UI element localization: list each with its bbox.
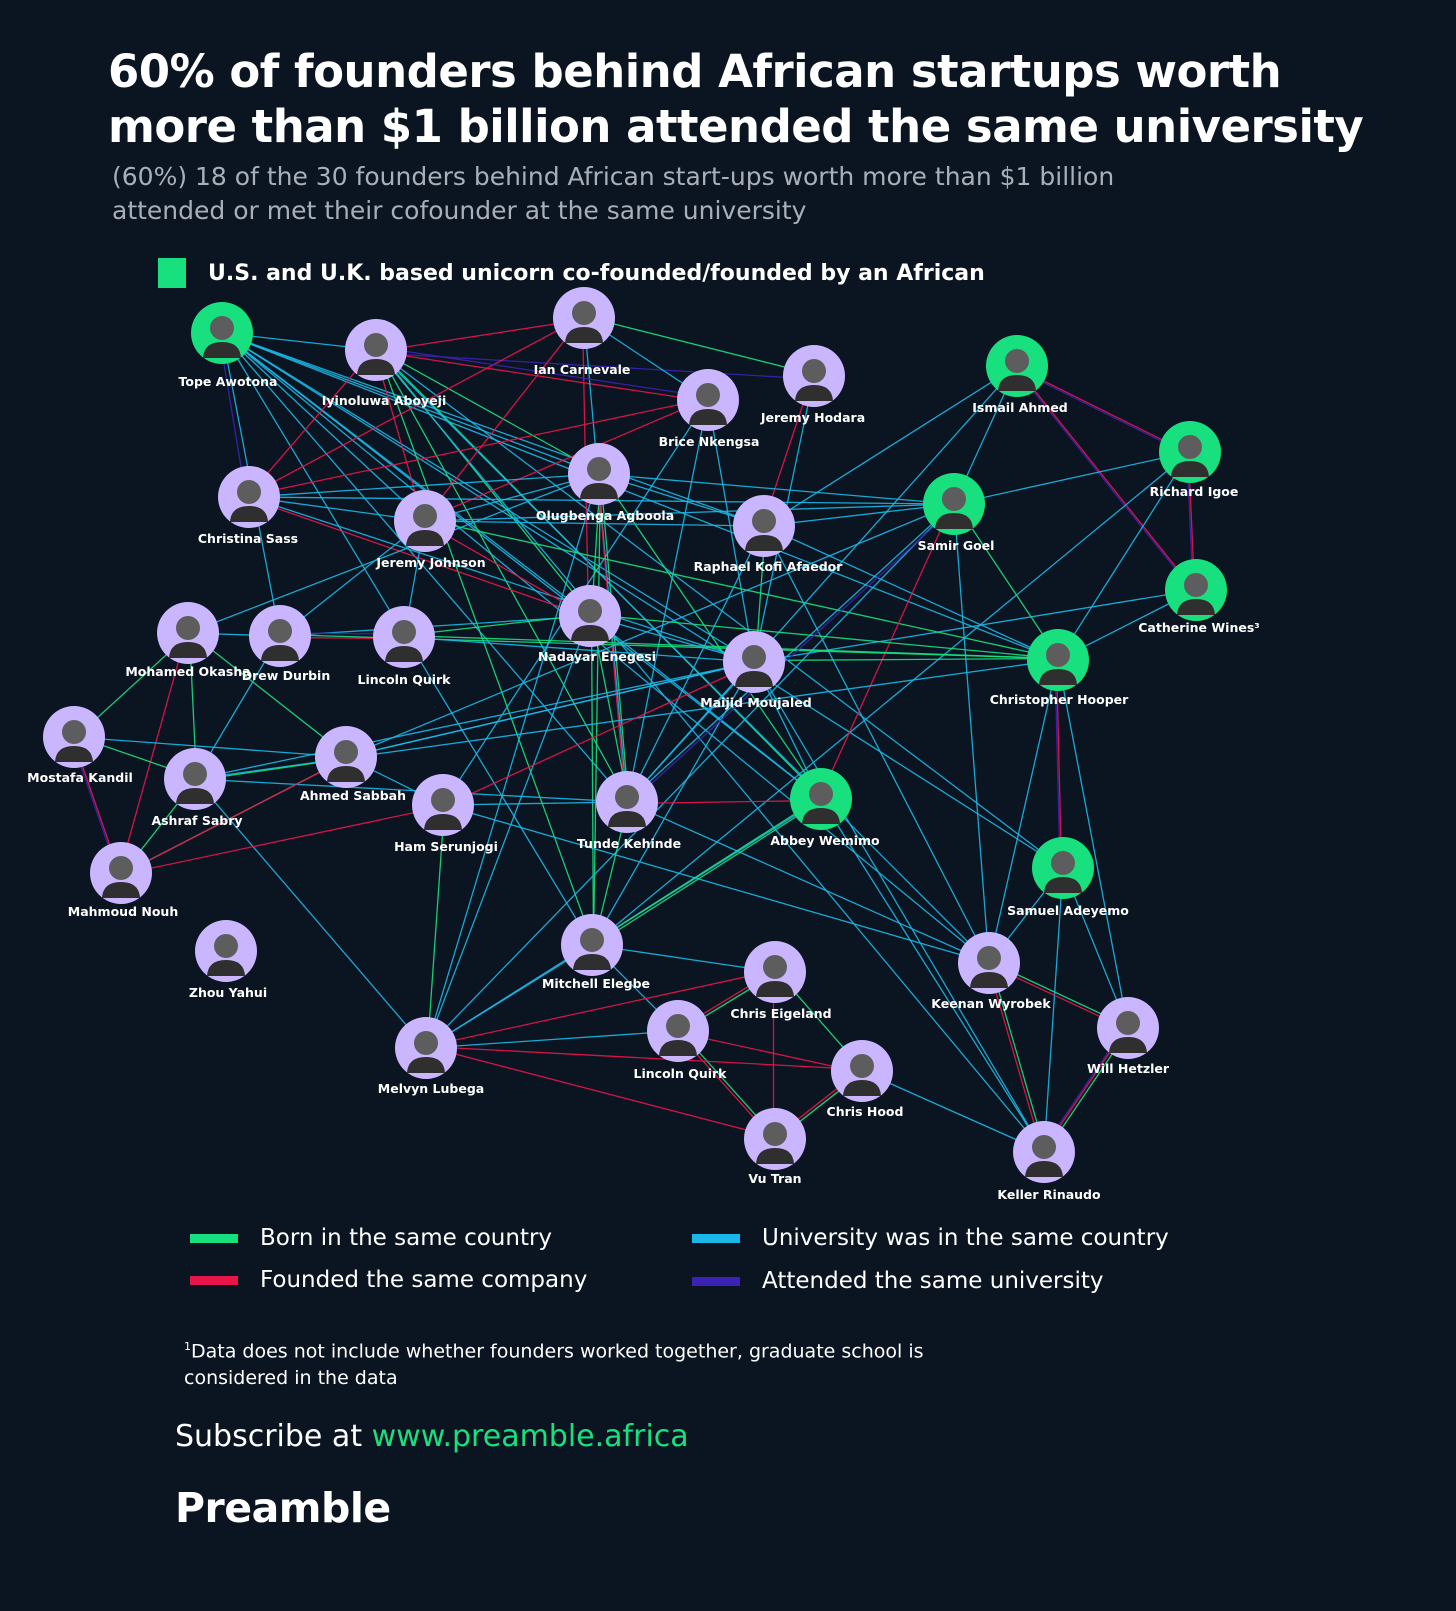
chart-subtitle: (60%) 18 of the 30 founders behind African start-ups worth more than $1 billion attended or met their cofounder at the same university: [112, 162, 1115, 225]
founder-name: Ashraf Sabry: [151, 813, 243, 828]
edges-layer: [71, 317, 1196, 1153]
founder-node[interactable]: [827, 1040, 904, 1119]
nodes-layer: [27, 287, 1260, 1202]
subscribe-line: [175, 1419, 689, 1454]
founder-name: Keller Rinaudo: [997, 1187, 1101, 1202]
founder-name: Lincoln Quirk: [357, 672, 451, 687]
edge-country: [584, 318, 627, 802]
avatar-head-icon: [62, 720, 86, 744]
edge-born: [754, 659, 1058, 661]
founder-name: Olugbenga Agboola: [535, 508, 675, 523]
founder-node[interactable]: [1087, 997, 1170, 1076]
founder-name: Ismail Ahmed: [972, 400, 1068, 415]
founder-node[interactable]: [997, 1121, 1101, 1202]
edge-company: [376, 319, 584, 351]
legend-label-country: University was in the same country: [762, 1225, 1169, 1251]
founder-node[interactable]: [990, 629, 1129, 707]
avatar-head-icon: [742, 645, 766, 669]
founder-node[interactable]: [189, 920, 267, 1000]
avatar-head-icon: [696, 383, 720, 407]
avatar-head-icon: [1005, 349, 1029, 373]
founder-name: Brice Nkengsa: [658, 434, 760, 449]
avatar-head-icon: [809, 782, 833, 806]
subscribe-link[interactable]: www.preamble.africa: [371, 1419, 689, 1454]
edge-born: [592, 616, 594, 945]
founder-node[interactable]: [534, 287, 631, 377]
avatar-head-icon: [942, 487, 966, 511]
avatar-head-icon: [431, 788, 455, 812]
legend-item-company: [190, 1267, 587, 1293]
founder-node[interactable]: [125, 602, 250, 679]
founder-name: Melvyn Lubega: [377, 1081, 485, 1096]
edge-country: [426, 1031, 678, 1048]
founder-name: Vu Tran: [748, 1171, 802, 1186]
avatar-head-icon: [1116, 1011, 1140, 1035]
founder-name: Samir Goel: [917, 538, 995, 553]
avatar-head-icon: [1046, 643, 1070, 667]
founder-node[interactable]: [931, 932, 1051, 1011]
avatar-head-icon: [214, 934, 238, 958]
founder-name: Mahmoud Nouh: [67, 904, 179, 919]
avatar-head-icon: [615, 785, 639, 809]
founder-name: Mostafa Kandil: [27, 770, 133, 785]
legend-item-country: [692, 1225, 1169, 1251]
founder-name: Abbey Wemimo: [770, 833, 880, 848]
edge-country: [443, 805, 989, 963]
avatar-head-icon: [364, 333, 388, 357]
avatar-head-icon: [802, 359, 826, 383]
avatar-head-icon: [977, 946, 1001, 970]
founder-name: Keenan Wyrobek: [931, 996, 1051, 1011]
avatar-head-icon: [572, 301, 596, 325]
subscribe-prefix: Subscribe at: [175, 1419, 372, 1454]
edge-country: [627, 400, 708, 802]
founder-name: Zhou Yahui: [188, 985, 268, 1000]
founder-name: Ham Serunjogi: [394, 839, 498, 854]
founder-name: Samuel Adeyemo: [1007, 903, 1129, 918]
founder-name: Christopher Hooper: [989, 692, 1129, 707]
edge-country: [376, 350, 1044, 1152]
avatar-head-icon: [587, 457, 611, 481]
founder-node[interactable]: [659, 369, 760, 449]
footnote-text: Data does not include whether founders worked together, graduate school is considered in the data: [184, 1340, 924, 1390]
avatar-head-icon: [850, 1054, 874, 1078]
avatar-head-icon: [1184, 573, 1208, 597]
avatar-head-icon: [763, 1122, 787, 1146]
founder-node[interactable]: [358, 606, 452, 687]
edge-country: [764, 526, 1058, 660]
founder-name: Mohamed Okasha: [125, 664, 251, 679]
founder-node[interactable]: [1007, 837, 1129, 918]
founder-name: Iyinoluwa Aboyeji: [321, 393, 447, 408]
founder-name: Jeremy Hodara: [760, 410, 866, 425]
founder-name: Ian Carnevale: [533, 362, 631, 377]
founder-name: Ahmed Sabbah: [299, 788, 407, 803]
avatar-head-icon: [268, 619, 292, 643]
legend-label-university: Attended the same university: [762, 1268, 1104, 1294]
founder-name: Chris Hood: [826, 1104, 904, 1119]
avatar-head-icon: [763, 955, 787, 979]
founder-node[interactable]: [918, 473, 995, 553]
avatar-head-icon: [666, 1014, 690, 1038]
edge-country: [954, 504, 989, 963]
founder-name: Will Hetzler: [1086, 1061, 1170, 1076]
avatar-head-icon: [414, 1031, 438, 1055]
founder-node[interactable]: [770, 768, 880, 848]
avatar-head-icon: [580, 928, 604, 952]
avatar-head-icon: [176, 616, 200, 640]
legend-item-born: [190, 1225, 552, 1251]
founder-node[interactable]: [730, 941, 831, 1021]
founder-name: Raphael Kofi Afaedor: [693, 559, 843, 574]
legend-swatch-country: [692, 1234, 740, 1243]
edge-country: [195, 779, 627, 802]
legend-item-university: [692, 1268, 1104, 1294]
founder-name: Christina Sass: [197, 531, 299, 546]
founder-node[interactable]: [151, 748, 242, 828]
founder-node[interactable]: [972, 335, 1068, 415]
edge-legend: [190, 1225, 1190, 1315]
avatar-head-icon: [752, 509, 776, 533]
founder-node[interactable]: [1150, 421, 1239, 499]
avatar-head-icon: [183, 762, 207, 786]
legend-label-born: Born in the same country: [260, 1225, 553, 1251]
avatar-head-icon: [334, 740, 358, 764]
edge-country: [222, 333, 989, 963]
founder-node[interactable]: [542, 914, 650, 991]
founder-name: Richard Igoe: [1149, 484, 1239, 499]
legend-swatch-university: [692, 1277, 740, 1286]
founder-name: Drew Durbin: [241, 668, 331, 683]
legend-swatch-born: [190, 1234, 238, 1243]
founder-node[interactable]: [760, 345, 865, 425]
footnote-marker: 1: [184, 1340, 191, 1353]
founder-name: Lincoln Quirk: [633, 1066, 727, 1081]
avatar-head-icon: [413, 504, 437, 528]
footnote: [184, 1333, 984, 1392]
founder-node[interactable]: [242, 605, 331, 683]
founder-node[interactable]: [694, 495, 844, 574]
founder-node[interactable]: [198, 466, 298, 546]
avatar-head-icon: [210, 316, 234, 340]
brand-logo: Preamble: [175, 1484, 391, 1532]
founder-node[interactable]: [744, 1108, 806, 1186]
founder-name: Nadayar Enegesi: [537, 649, 657, 664]
founder-node[interactable]: [322, 319, 447, 408]
founder-name: Jeremy Johnson: [376, 555, 486, 570]
avatar-head-icon: [237, 480, 261, 504]
unicorn-legend-label: U.S. and U.K. based unicorn co-founded/founded by an African: [208, 260, 985, 286]
avatar-head-icon: [1178, 435, 1202, 459]
edge-country: [764, 526, 989, 963]
avatar-head-icon: [1032, 1135, 1056, 1159]
founder-name: Mitchell Elegbe: [541, 976, 651, 991]
avatar-head-icon: [578, 599, 602, 623]
founder-node[interactable]: [378, 1017, 484, 1096]
legend-swatch-company: [190, 1276, 238, 1285]
edge-company: [444, 663, 755, 806]
avatar-head-icon: [392, 620, 416, 644]
avatar-head-icon: [109, 856, 133, 880]
legend-label-company: Founded the same company: [260, 1267, 588, 1293]
founder-name: Catherine Wines³: [1138, 620, 1260, 635]
founder-name: Tunde Kehinde: [576, 836, 682, 851]
founder-name: Tope Awotona: [178, 374, 278, 389]
chart-title: 60% of founders behind African startups worth more than $1 billion attended the same university: [108, 45, 1364, 153]
avatar-head-icon: [1051, 851, 1075, 875]
founder-name: Chris Eigeland: [730, 1006, 832, 1021]
founder-name: Maijid Moujaled: [700, 695, 812, 710]
founder-node[interactable]: [27, 706, 133, 785]
founder-node[interactable]: [179, 302, 278, 389]
edge-country: [426, 504, 954, 1048]
